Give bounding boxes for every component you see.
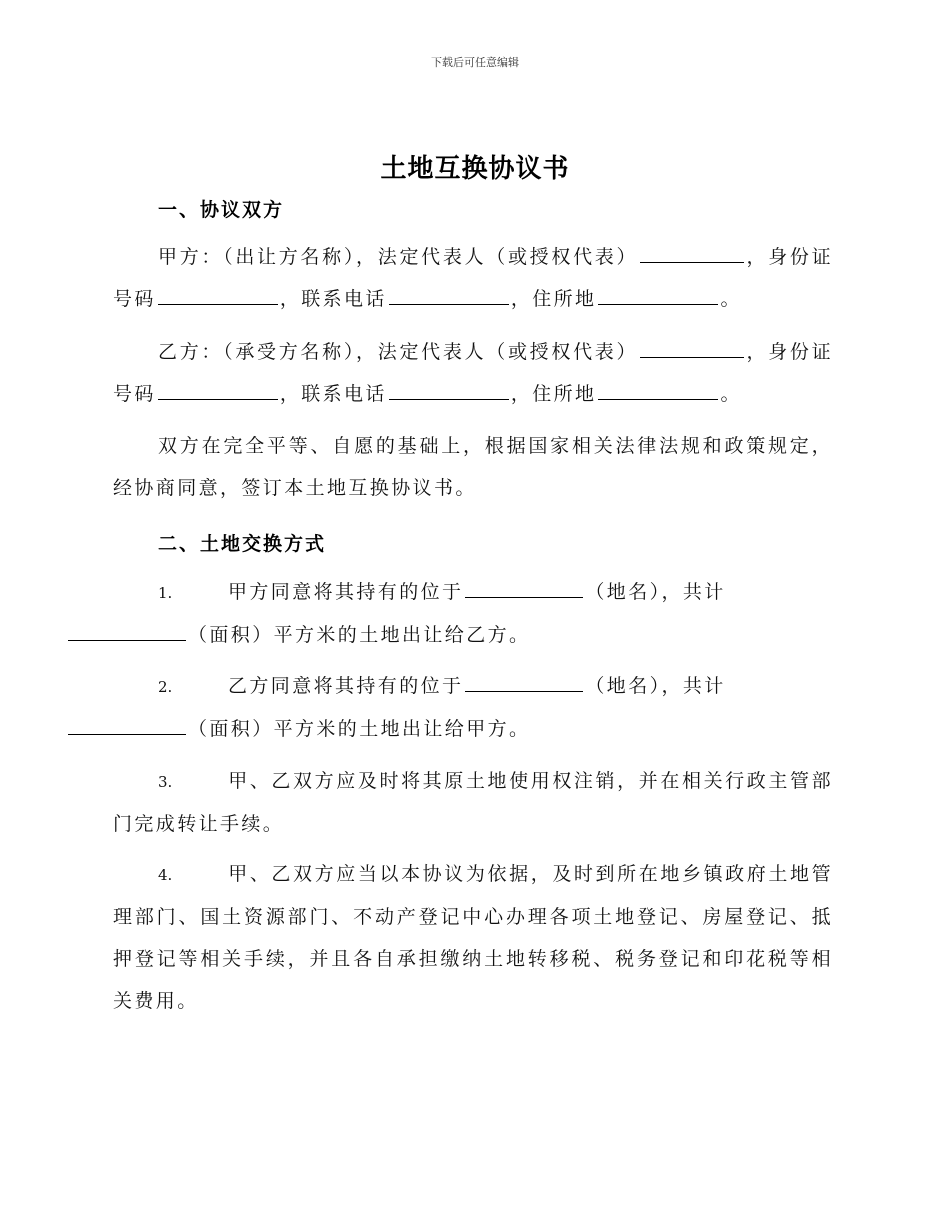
item-2-area-blank[interactable] [68, 720, 186, 735]
party-b-address-blank[interactable] [598, 385, 718, 400]
exchange-item-3 [113, 760, 833, 845]
party-b-id-blank[interactable] [158, 385, 278, 400]
party-b-representative-blank[interactable] [640, 343, 744, 358]
party-a-text-1: 甲方：（出让方名称），法定代表人（或授权代表） [158, 246, 639, 268]
section-heading-exchange: 二、土地交换方式 [158, 533, 327, 555]
party-a-paragraph [113, 236, 833, 320]
item-3-text: 甲、乙双方应及时将其原土地使用权注销，并在相关行政主管部门完成转让手续。 [113, 770, 833, 835]
exchange-item-4 [113, 853, 833, 1022]
item-1-text-2: （地名），共计 [585, 581, 726, 603]
party-a-id-blank[interactable] [158, 290, 278, 305]
exchange-item-2 [113, 665, 833, 750]
party-b-text-1: 乙方：（承受方名称），法定代表人（或授权代表） [158, 341, 639, 363]
exchange-item-1 [113, 571, 833, 656]
party-b-phone-blank[interactable] [389, 385, 509, 400]
item-number: 3. [158, 773, 173, 791]
party-a-address-blank[interactable] [598, 290, 718, 305]
item-2-text-1: 乙方同意将其持有的位于 [228, 675, 464, 697]
page-header-note: 下载后可任意编辑 [431, 56, 519, 69]
party-a-text-5: 。 [720, 288, 742, 310]
party-b-text-4: ，住所地 [510, 383, 597, 405]
item-1-location-blank[interactable] [465, 583, 583, 598]
party-a-text-3: ，联系电话 [279, 288, 387, 310]
party-a-phone-blank[interactable] [389, 290, 509, 305]
basis-paragraph: 双方在完全平等、自愿的基础上，根据国家相关法律法规和政策规定，经协商同意，签订本土地互换协议书。 [113, 435, 833, 499]
party-b-text-2: ，身份证号码 [113, 341, 834, 405]
item-2-text-3: （面积）平方米的土地出让给甲方。 [188, 718, 531, 740]
party-a-representative-blank[interactable] [640, 248, 744, 263]
party-b-text-5: 。 [720, 383, 742, 405]
item-2-text-2: （地名），共计 [585, 675, 726, 697]
item-1-text-3: （面积）平方米的土地出让给乙方。 [188, 624, 531, 646]
item-2-location-blank[interactable] [465, 677, 583, 692]
item-1-area-blank[interactable] [68, 626, 186, 641]
item-number: 1. [158, 584, 173, 602]
party-a-text-4: ，住所地 [510, 288, 597, 310]
party-b-paragraph [113, 331, 833, 415]
item-4-text: 甲、乙双方应当以本协议为依据，及时到所在地乡镇政府土地管理部门、国土资源部门、不动产登记中心办理各项土地登记、房屋登记、抵押登记等相关手续，并且各自承担缴纳土地转移税、税务登记和印花税等相关费用。 [113, 863, 833, 1012]
document-title: 土地互换协议书 [380, 154, 570, 184]
item-1-text-1: 甲方同意将其持有的位于 [228, 581, 464, 603]
item-number: 4. [158, 866, 173, 884]
section-heading-parties: 一、协议双方 [158, 199, 285, 221]
item-number: 2. [158, 678, 173, 696]
party-b-text-3: ，联系电话 [279, 383, 387, 405]
party-a-text-2: ，身份证号码 [113, 246, 834, 310]
